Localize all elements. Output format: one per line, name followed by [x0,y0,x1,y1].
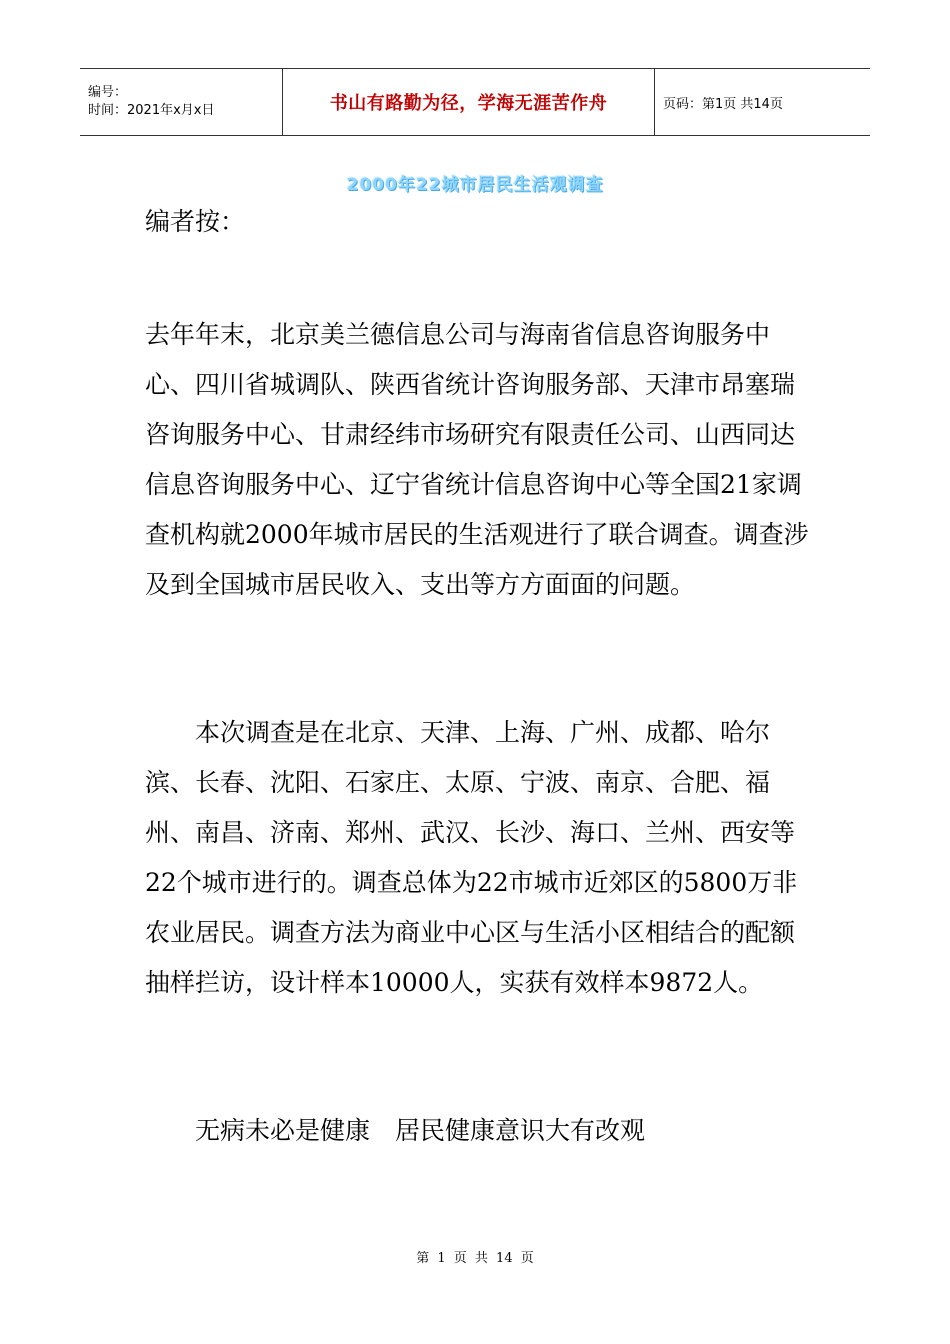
document-title: 2000年22城市居民生活观调查 [346,175,604,195]
header-motto: 书山有路勤为径，学海无涯苦作舟 [329,93,608,114]
header-page-number: 页码：第1页 共14页 [655,69,871,136]
header-motto-cell [283,69,655,136]
section-heading-health: 无病未必是健康 居民健康意识大有改观 [195,1116,646,1145]
header-meta [80,69,283,136]
intro-paragraph: 去年年末，北京美兰德信息公司与海南省信息咨询服务中心、四川省城调队、陕西省统计咨询服务部、天津市昂塞瑞咨询服务中心、甘肃经纬市场研究有限责任公司、山西同达信息咨询服务中心、辽宁省统计信息咨询中心等全国21家调查机构就2000年城市居民的生活观进行了联合调查。调查涉及到全国城市居民收入、支出等方方面面的问题。 [145,320,809,599]
editor-note: 编者按： [145,207,246,236]
survey-method-paragraph: 本次调查是在北京、天津、上海、广州、成都、哈尔滨、长春、沈阳、石家庄、太原、宁波、南京、合肥、福州、南昌、济南、郑州、武汉、长沙、海口、兰州、西安等22个城市进行的。调查总体为22市城市近郊区的5800万非农业居民。调查方法为商业中心区与生活小区相结合的配额抽样拦访，设计样本10000人，实获有效样本9872人。 [145,718,798,997]
page-footer: 第 1 页 共 14 页 [416,1251,534,1266]
document-time-label: 时间：2021年x月x日 [88,103,215,118]
document-header [80,68,870,136]
document-number-label: 编号： [88,85,128,100]
